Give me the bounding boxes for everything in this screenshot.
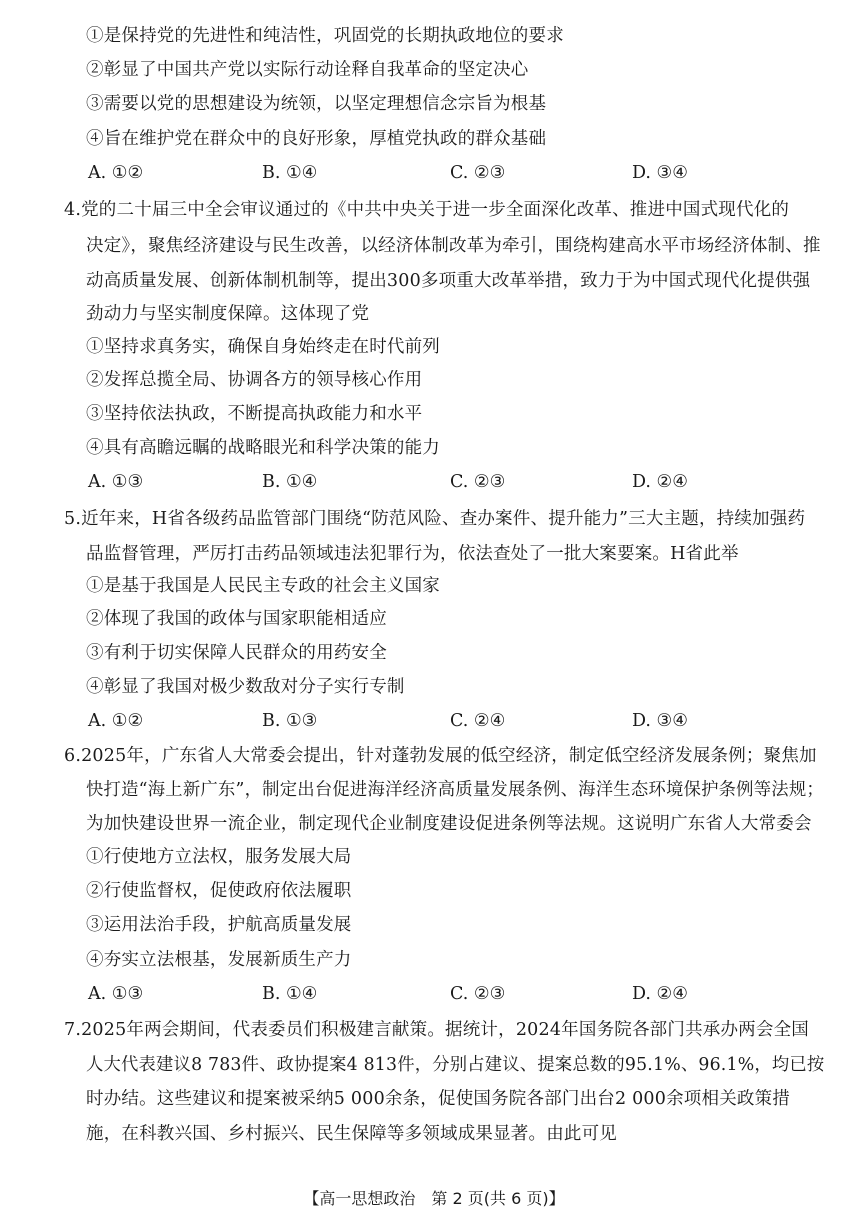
q5-choice-a: A. ①② [88, 711, 144, 731]
q3-option-2: ②彰显了中国共产党以实际行动诠释自我革命的坚定决心 [86, 60, 529, 80]
q4-stem-line-1: 4.党的二十届三中全会审议通过的《中共中央关于进一步全面深化改革、推进中国式现代化的 [64, 200, 790, 220]
q5-choice-d: D. ③④ [632, 711, 688, 731]
q3-choice-d: D. ③④ [632, 163, 688, 183]
q7-stem-line-1: 7.2025年两会期间，代表委员们积极建言献策。据统计，2024年国务院各部门共承办两会全国 [64, 1020, 809, 1040]
q3-option-4: ④旨在维护党在群众中的良好形象，厚植党执政的群众基础 [86, 129, 547, 149]
q3-choice-c: C. ②③ [450, 163, 506, 183]
q3-option-3: ③需要以党的思想建设为统领，以坚定理想信念宗旨为根基 [86, 94, 547, 114]
q5-stem-line-2: 品监督管理，严厉打击药品领域违法犯罪行为，依法查处了一批大案要案。H省此举 [86, 544, 739, 564]
q6-choice-a: A. ①③ [88, 984, 144, 1004]
q5-option-3: ③有利于切实保障人民群众的用药安全 [86, 643, 387, 663]
q4-stem-line-2: 决定》，聚焦经济建设与民生改善，以经济体制改革为牵引，围绕构建高水平市场经济体制、推 [86, 236, 821, 256]
q4-choice-a: A. ①③ [88, 472, 144, 492]
q6-option-2: ②行使监督权，促使政府依法履职 [86, 881, 352, 901]
q6-choice-b: B. ①④ [262, 984, 318, 1004]
q3-choice-b: B. ①④ [262, 163, 318, 183]
q7-stem-line-2: 人大代表建议8 783件、政协提案4 813件，分别占建议、提案总数的95.1%、96.1%，均已按 [86, 1055, 825, 1075]
page-footer: 【高一思想政治 第 2 页(共 6 页)】 [303, 1189, 565, 1208]
q4-option-4: ④具有高瞻远瞩的战略眼光和科学决策的能力 [86, 438, 440, 458]
q6-choice-c: C. ②③ [450, 984, 506, 1004]
q6-option-1: ①行使地方立法权，服务发展大局 [86, 847, 352, 867]
q4-option-2: ②发挥总揽全局、协调各方的领导核心作用 [86, 370, 423, 390]
q7-stem-line-4: 施，在科教兴国、乡村振兴、民生保障等多领域成果显著。由此可见 [86, 1124, 617, 1144]
q6-option-3: ③运用法治手段，护航高质量发展 [86, 915, 352, 935]
q4-choice-c: C. ②③ [450, 472, 506, 492]
q5-option-1: ①是基于我国是人民民主专政的社会主义国家 [86, 576, 440, 596]
q3-choice-a: A. ①② [88, 163, 144, 183]
q5-option-2: ②体现了我国的政体与国家职能相适应 [86, 609, 387, 629]
q4-choice-b: B. ①④ [262, 472, 318, 492]
q5-stem-line-1: 5.近年来，H省各级药品监管部门围绕“防范风险、查办案件、提升能力”三大主题，持续加强药 [64, 509, 806, 529]
q7-stem-line-3: 时办结。这些建议和提案被采纳5 000余条，促使国务院各部门出台2 000余项相关政策措 [86, 1089, 790, 1109]
q4-stem-line-3: 动高质量发展、创新体制机制等，提出300多项重大改革举措，致力于为中国式现代化提供强 [86, 271, 811, 291]
q4-choice-d: D. ②④ [632, 472, 688, 492]
q5-choice-c: C. ②④ [450, 711, 506, 731]
q4-option-3: ③坚持依法执政，不断提高执政能力和水平 [86, 404, 423, 424]
q4-stem-line-4: 劲动力与坚实制度保障。这体现了党 [86, 304, 370, 324]
q5-option-4: ④彰显了我国对极少数敌对分子实行专制 [86, 677, 405, 697]
q6-stem-line-3: 为加快建设世界一流企业，制定现代企业制度建设促进条例等法规。这说明广东省人大常委会 [86, 814, 812, 834]
q6-option-4: ④夯实立法根基，发展新质生产力 [86, 950, 352, 970]
q4-option-1: ①坚持求真务实，确保自身始终走在时代前列 [86, 337, 440, 357]
q3-option-1: ①是保持党的先进性和纯洁性，巩固党的长期执政地位的要求 [86, 26, 564, 46]
q5-choice-b: B. ①③ [262, 711, 318, 731]
q6-stem-line-2: 快打造“海上新广东”，制定出台促进海洋经济高质量发展条例、海洋生态环境保护条例等法规； [86, 780, 824, 800]
q6-choice-d: D. ②④ [632, 984, 688, 1004]
q6-stem-line-1: 6.2025年，广东省人大常委会提出，针对蓬勃发展的低空经济，制定低空经济发展条例；聚焦加 [64, 746, 817, 766]
